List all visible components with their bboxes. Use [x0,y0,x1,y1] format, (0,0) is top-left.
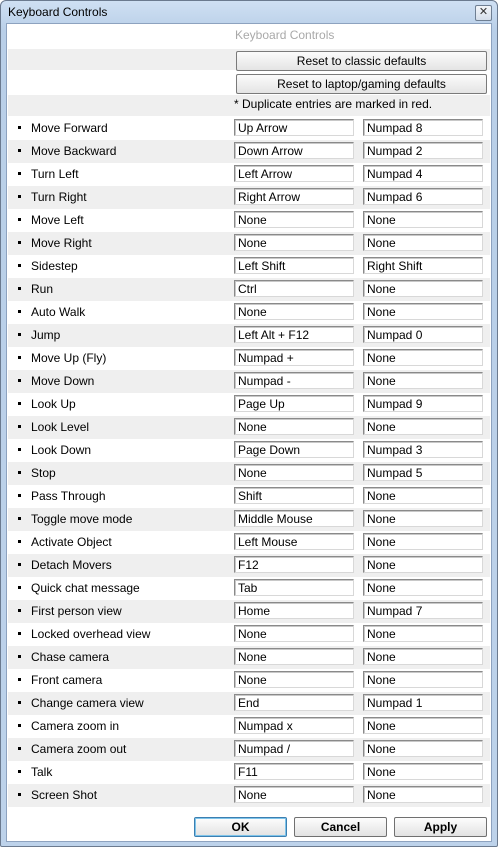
bullet-icon [18,655,21,658]
binding-row [8,117,490,140]
bullet-icon [18,448,21,451]
secondary-key-field[interactable]: None [363,717,483,734]
action-label: Look Up [31,397,76,411]
secondary-key-field[interactable]: Numpad 4 [363,165,483,182]
bullet-icon [18,126,21,129]
primary-key-field[interactable]: Ctrl [234,280,354,297]
cancel-button[interactable]: Cancel [294,817,387,837]
primary-key-field[interactable]: Left Arrow [234,165,354,182]
secondary-key-field[interactable]: None [363,280,483,297]
secondary-key-field[interactable]: Right Shift [363,257,483,274]
secondary-key-field[interactable]: Numpad 7 [363,602,483,619]
binding-row [8,370,490,393]
primary-key-field[interactable]: Numpad x [234,717,354,734]
primary-key-field[interactable]: Tab [234,579,354,596]
bullet-icon [18,149,21,152]
secondary-key-field[interactable]: None [363,510,483,527]
bullet-icon [18,310,21,313]
bullet-icon [18,264,21,267]
secondary-key-field[interactable]: None [363,648,483,665]
action-label: Front camera [31,673,103,687]
action-label: Auto Walk [31,305,86,319]
action-label: Screen Shot [31,788,98,802]
reset-classic-button[interactable]: Reset to classic defaults [236,51,487,71]
bullet-icon [18,586,21,589]
reset-laptop-button[interactable]: Reset to laptop/gaming defaults [236,74,487,94]
binding-row [8,784,490,807]
action-label: Quick chat message [31,581,140,595]
secondary-key-field[interactable]: Numpad 8 [363,119,483,136]
action-label: Move Up (Fly) [31,351,107,365]
binding-row [8,761,490,784]
binding-row [8,140,490,163]
primary-key-field[interactable]: Page Down [234,441,354,458]
bullet-icon [18,172,21,175]
secondary-key-field[interactable]: None [363,579,483,596]
bullet-icon [18,747,21,750]
window-title: Keyboard Controls [8,5,108,19]
action-label: Move Backward [31,144,117,158]
action-label: Activate Object [31,535,112,549]
binding-row [8,416,490,439]
secondary-key-field[interactable]: None [363,763,483,780]
primary-key-field[interactable]: None [234,234,354,251]
bullet-icon [18,563,21,566]
bullet-icon [18,517,21,520]
bullet-icon [18,632,21,635]
secondary-key-field[interactable]: Numpad 3 [363,441,483,458]
binding-row [8,646,490,669]
action-label: First person view [31,604,122,618]
binding-row [8,393,490,416]
duplicate-note: * Duplicate entries are marked in red. [234,97,433,111]
binding-row [8,485,490,508]
action-label: Detach Movers [31,558,112,572]
binding-row [8,278,490,301]
primary-key-field[interactable]: None [234,671,354,688]
action-label: Move Left [31,213,84,227]
bullet-icon [18,724,21,727]
secondary-key-field[interactable]: Numpad 1 [363,694,483,711]
binding-row [8,738,490,761]
primary-key-field[interactable]: Middle Mouse [234,510,354,527]
panel-title: Keyboard Controls [235,28,335,42]
secondary-key-field[interactable]: None [363,418,483,435]
secondary-key-field[interactable]: None [363,671,483,688]
action-label: Stop [31,466,56,480]
bullet-icon [18,540,21,543]
secondary-key-field[interactable]: None [363,303,483,320]
action-label: Look Down [31,443,92,457]
binding-row [8,692,490,715]
action-label: Camera zoom out [31,742,127,756]
secondary-key-field[interactable]: Numpad 9 [363,395,483,412]
primary-key-field[interactable]: Home [234,602,354,619]
primary-key-field[interactable]: Numpad - [234,372,354,389]
primary-key-field[interactable]: Left Mouse [234,533,354,550]
bullet-icon [18,494,21,497]
binding-row [8,347,490,370]
secondary-key-field[interactable]: Numpad 6 [363,188,483,205]
bullet-icon [18,471,21,474]
action-label: Jump [31,328,61,342]
primary-key-field[interactable]: None [234,464,354,481]
action-label: Run [31,282,54,296]
secondary-key-field[interactable]: None [363,625,483,642]
binding-row [8,255,490,278]
action-label: Move Forward [31,121,108,135]
bullet-icon [18,609,21,612]
apply-button[interactable]: Apply [394,817,487,837]
primary-key-field[interactable]: None [234,303,354,320]
secondary-key-field[interactable]: None [363,786,483,803]
primary-key-field[interactable]: Down Arrow [234,142,354,159]
binding-row [8,163,490,186]
binding-row [8,531,490,554]
secondary-key-field[interactable]: None [363,372,483,389]
primary-key-field[interactable]: None [234,786,354,803]
secondary-key-field[interactable]: None [363,211,483,228]
title-bar[interactable] [1,1,497,23]
primary-key-field[interactable]: Up Arrow [234,119,354,136]
action-label: Move Right [31,236,92,250]
action-label: Pass Through [31,489,106,503]
bullet-icon [18,793,21,796]
bullet-icon [18,770,21,773]
primary-key-field[interactable]: Numpad / [234,740,354,757]
secondary-key-field[interactable]: Numpad 0 [363,326,483,343]
action-label: Change camera view [31,696,144,710]
action-label: Talk [31,765,53,779]
primary-key-field[interactable]: Right Arrow [234,188,354,205]
binding-row [8,324,490,347]
bullet-icon [18,218,21,221]
binding-row [8,554,490,577]
secondary-key-field[interactable]: Numpad 2 [363,142,483,159]
primary-key-field[interactable]: None [234,418,354,435]
action-label: Turn Left [31,167,79,181]
binding-row [8,623,490,646]
primary-key-field[interactable]: F12 [234,556,354,573]
binding-row [8,209,490,232]
binding-row [8,462,490,485]
action-label: Turn Right [31,190,87,204]
action-label: Toggle move mode [31,512,133,526]
primary-key-field[interactable]: Left Alt + F12 [234,326,354,343]
secondary-key-field[interactable]: None [363,349,483,366]
primary-key-field[interactable]: None [234,648,354,665]
binding-row [8,600,490,623]
secondary-key-field[interactable]: None [363,740,483,757]
bullet-icon [18,333,21,336]
primary-key-field[interactable]: Numpad + [234,349,354,366]
primary-key-field[interactable]: Left Shift [234,257,354,274]
primary-key-field[interactable]: F11 [234,763,354,780]
close-icon: ✕ [478,6,489,18]
action-label: Look Level [31,420,90,434]
bullet-icon [18,379,21,382]
bullet-icon [18,356,21,359]
primary-key-field[interactable]: Shift [234,487,354,504]
action-label: Camera zoom in [31,719,120,733]
primary-key-field[interactable]: None [234,625,354,642]
action-label: Move Down [31,374,95,388]
primary-key-field[interactable]: None [234,211,354,228]
close-button[interactable] [475,5,492,21]
binding-row [8,301,490,324]
bullet-icon [18,425,21,428]
primary-key-field[interactable]: End [234,694,354,711]
ok-button[interactable]: OK [194,817,287,837]
binding-row [8,439,490,462]
binding-row [8,669,490,692]
bullet-icon [18,701,21,704]
bullet-icon [18,402,21,405]
bullet-icon [18,195,21,198]
secondary-key-field[interactable]: None [363,556,483,573]
primary-key-field[interactable]: Page Up [234,395,354,412]
binding-row [8,508,490,531]
binding-row [8,186,490,209]
binding-row [8,577,490,600]
binding-row [8,715,490,738]
bullet-icon [18,241,21,244]
secondary-key-field[interactable]: None [363,487,483,504]
secondary-key-field[interactable]: Numpad 5 [363,464,483,481]
action-label: Locked overhead view [31,627,151,641]
binding-row [8,232,490,255]
controls-panel [6,23,492,842]
action-label: Chase camera [31,650,110,664]
bullet-icon [18,678,21,681]
secondary-key-field[interactable]: None [363,533,483,550]
secondary-key-field[interactable]: None [363,234,483,251]
action-label: Sidestep [31,259,78,273]
bullet-icon [18,287,21,290]
